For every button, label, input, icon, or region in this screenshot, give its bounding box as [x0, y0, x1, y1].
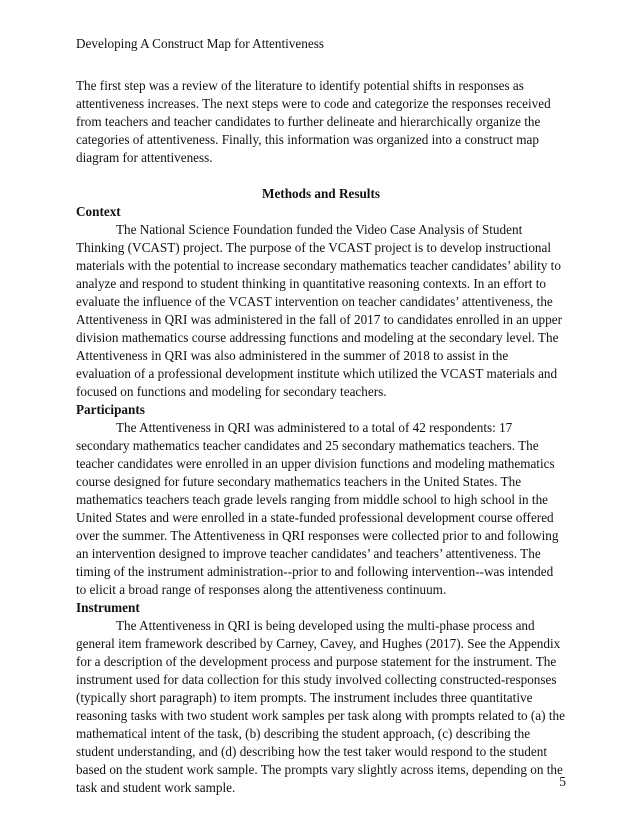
participants-paragraph: The Attentiveness in QRI was administered to a total of 42 respondents: 17 secondary mathematics teacher candidates and 25 secondary mathematics teachers. The teacher candidates were enrolled in an upper division functions and modeling mathematics course designed for future secondary mathematics teachers in the United States. The mathematics teachers teach grade levels ranging from middle school to high school in the United States and were enrolled in a state-funded professional development course offered over the summer. The Attentiveness in QRI responses were collected prior to and following an intervention designed to improve teacher candidates’ and teachers’ attentiveness. The timing of the instrument administration--prior to and following intervention--was intended to elicit a broad range of responses along the attentiveness continuum.	[76, 420, 559, 597]
subheading-context: Context	[76, 204, 121, 219]
intro-paragraph: The first step was a review of the literature to identify potential shifts in responses as attentiveness increases. The next steps were to code and categorize the responses received from teachers and teacher candidates to further delineate and hierarchically organize the categories of attentiveness. Finally, this information was organized into a construct map diagram for attentiveness.	[76, 78, 551, 165]
running-header: Developing A Construct Map for Attentiveness	[76, 36, 324, 51]
subheading-instrument: Instrument	[76, 600, 140, 615]
section-title-methods: Methods and Results	[262, 186, 380, 201]
instrument-paragraph: The Attentiveness in QRI is being developed using the multi-phase process and general item framework described by Carney, Cavey, and Hughes (2017). See the Appendix for a description of the development process and purpose statement for the instrument. The instrument used for data collection for this study involved collecting constructed-responses (typically short paragraph) to item prompts. The instrument includes three quantitative reasoning tasks with two student work samples per task along with prompts related to (a) the mathematical intent of the task, (b) describing the student approach, (c) describing the student understanding, and (d) describing how the test taker would respond to the student based on the student work sample. The prompts vary slightly across items, depending on the task and student work sample.	[76, 618, 565, 795]
context-paragraph: The National Science Foundation funded the Video Case Analysis of Student Thinking (VCAST) project. The purpose of the VCAST project is to develop instructional materials with the potential to increase secondary mathematics teacher candidates’ ability to analyze and respond to student thinking in quantitative reasoning contexts. In an effort to evaluate the influence of the VCAST intervention on teacher candidates’ attentiveness, the Attentiveness in QRI was administered in the fall of 2017 to candidates enrolled in an upper division mathematics course addressing functions and modeling at the secondary level. The Attentiveness in QRI was also administered in the summer of 2018 to assist in the evaluation of a professional development institute which utilized the VCAST materials and focused on functions and modeling for secondary teachers.	[76, 222, 562, 399]
body-text	[76, 77, 566, 797]
page-number: 5	[559, 774, 566, 789]
subheading-participants: Participants	[76, 402, 145, 417]
